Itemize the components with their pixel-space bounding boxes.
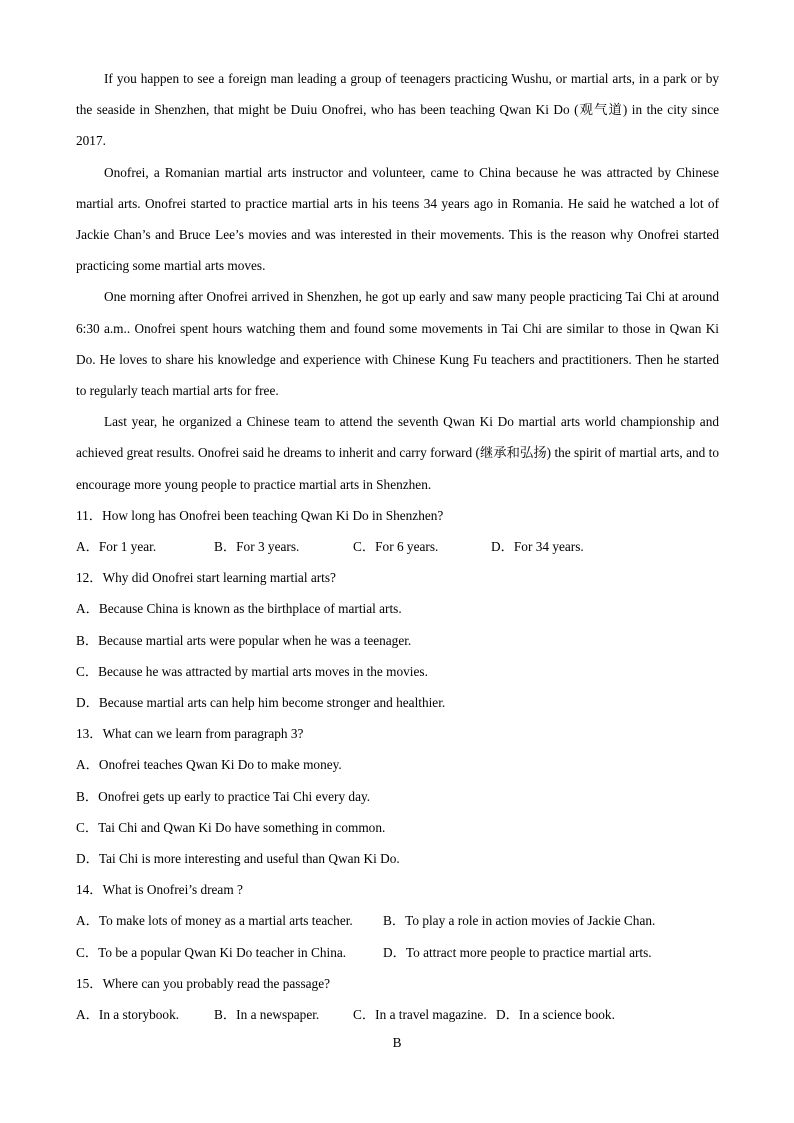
exam-page <box>76 63 719 1030</box>
option-b: B．For 3 years. <box>214 539 300 555</box>
question-11 <box>76 500 719 562</box>
question-14 <box>76 874 719 968</box>
option-a: A．Onofrei teaches Qwan Ki Do to make money. <box>76 757 342 773</box>
option-b: B．In a newspaper. <box>214 1007 320 1023</box>
question-13 <box>76 718 719 874</box>
question-stem: 15．Where can you probably read the passage? <box>76 975 331 991</box>
question-15 <box>76 968 719 1030</box>
passage-paragraph-2: Onofrei, a Romanian martial arts instructor and volunteer, came to China because he was attracted by Chinese martial arts. Onofrei started to practice martial arts in his teens 34 years ago in Romania. He said he watched a lot of Jackie Chan’s and Bruce Lee’s movies and was interested in their movements. This is the reason why Onofrei started practicing some martial arts moves. <box>76 164 719 274</box>
passage-paragraph-1: If you happen to see a foreign man leading a group of teenagers practicing Wushu, or martial arts, in a park or by the seaside in Shenzhen, that might be Duiu Onofrei, who has been teaching Qwan Ki Do (观气道) in the city since 2017. <box>76 71 719 149</box>
option-a: A．For 1 year. <box>76 539 157 555</box>
option-d: D．To attract more people to practice martial arts. <box>383 944 652 960</box>
question-stem: 14．What is Onofrei’s dream ? <box>76 882 243 898</box>
option-c: C．For 6 years. <box>353 539 439 555</box>
reading-passage <box>76 63 719 500</box>
option-a: A．Because China is known as the birthplace of martial arts. <box>76 601 402 617</box>
passage-paragraph-4: Last year, he organized a Chinese team to attend the seventh Qwan Ki Do martial arts world championship and achieved great results. Onofrei said he dreams to inherit and carry forward (继承和弘扬) the spirit of martial arts, and to encourage more young people to practice martial arts in Shenzhen. <box>76 414 719 492</box>
option-c: C．To be a popular Qwan Ki Do teacher in China. <box>76 944 347 960</box>
option-a: A．In a storybook. <box>76 1007 180 1023</box>
question-12 <box>76 562 719 718</box>
options-row <box>76 999 719 1030</box>
option-c: C．Because he was attracted by martial arts moves in the movies. <box>76 663 428 679</box>
option-d: D．For 34 years. <box>491 539 584 555</box>
options-row <box>76 937 719 968</box>
option-b: B．To play a role in action movies of Jackie Chan. <box>383 913 656 929</box>
option-b: B．Because martial arts were popular when he was a teenager. <box>76 632 412 648</box>
option-c: C．Tai Chi and Qwan Ki Do have something in common. <box>76 819 386 835</box>
options-row <box>76 905 719 936</box>
option-b: B．Onofrei gets up early to practice Tai Chi every day. <box>76 788 371 804</box>
question-stem: 12．Why did Onofrei start learning martial arts? <box>76 570 336 586</box>
options-row <box>76 531 719 562</box>
option-c: C．In a travel magazine. <box>353 1007 487 1023</box>
question-stem: 13．What can we learn from paragraph 3? <box>76 726 304 742</box>
section-label: B <box>392 1035 402 1050</box>
option-d: D．Tai Chi is more interesting and useful than Qwan Ki Do. <box>76 851 400 867</box>
option-d: D．Because martial arts can help him become stronger and healthier. <box>76 695 446 711</box>
option-d: D．In a science book. <box>496 1007 615 1023</box>
option-a: A．To make lots of money as a martial arts teacher. <box>76 913 353 929</box>
passage-paragraph-3: One morning after Onofrei arrived in Shenzhen, he got up early and saw many people practicing Tai Chi at around 6:30 a.m.. Onofrei spent hours watching them and found some movements in Tai Chi are similar to those in Qwan Ki Do. He loves to share his knowledge and experience with Chinese Kung Fu teachers and practitioners. Then he started to regularly teach martial arts for free. <box>76 289 719 399</box>
question-stem: 11．How long has Onofrei been teaching Qwan Ki Do in Shenzhen? <box>76 507 444 523</box>
